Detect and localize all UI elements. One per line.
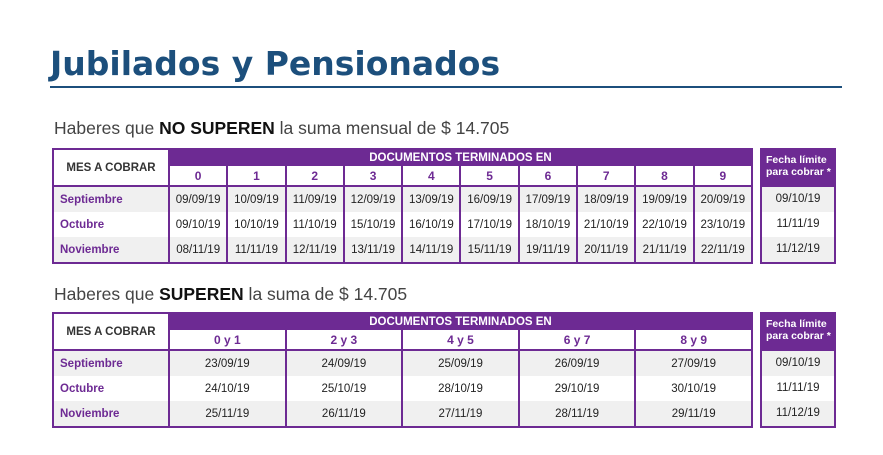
date-cell: 11/11/19 [227,237,285,263]
month-label: Octubre [53,376,169,401]
date-cell: 18/09/19 [577,186,635,212]
table-row [53,212,752,237]
table-row [53,401,752,427]
month-label: Octubre [53,212,169,237]
date-cell: 08/11/19 [169,237,227,263]
mes-a-cobrar-header: MES A COBRAR [53,313,169,350]
digit-header: 6 y 7 [519,330,636,350]
date-cell: 20/11/19 [577,237,635,263]
digit-header: 5 [460,166,518,186]
table-row [53,186,752,212]
date-cell: 29/10/19 [519,376,636,401]
date-cell: 29/11/19 [635,401,752,427]
limit-date-value: 11/12/19 [762,237,834,262]
mes-a-cobrar-header: MES A COBRAR [53,149,169,186]
date-cell: 24/10/19 [169,376,286,401]
limit-date-header: Fecha límite para cobrar * [762,314,834,351]
section2-subtitle-post: la suma de $ 14.705 [243,284,408,304]
section2-subtitle-bold: SUPEREN [159,284,244,304]
date-cell: 30/10/19 [635,376,752,401]
limit-date-box-superen [760,312,836,428]
date-cell: 25/11/19 [169,401,286,427]
date-cell: 20/09/19 [694,186,752,212]
title-underline [50,86,842,88]
date-cell: 15/11/19 [460,237,518,263]
date-cell: 13/09/19 [402,186,460,212]
date-cell: 28/11/19 [519,401,636,427]
date-cell: 10/09/19 [227,186,285,212]
documentos-header: DOCUMENTOS TERMINADOS EN [169,149,752,166]
digit-header: 6 [519,166,577,186]
date-cell: 27/09/19 [635,350,752,376]
date-cell: 22/10/19 [635,212,693,237]
limit-date-box-no-superen [760,148,836,264]
digit-header: 1 [227,166,285,186]
date-cell: 21/10/19 [577,212,635,237]
digit-header: 8 y 9 [635,330,752,350]
date-cell: 19/09/19 [635,186,693,212]
date-cell: 14/11/19 [402,237,460,263]
date-cell: 11/09/19 [286,186,344,212]
date-cell: 24/09/19 [286,350,403,376]
limit-date-value: 11/11/19 [776,382,820,394]
digit-header: 7 [577,166,635,186]
date-cell: 15/10/19 [344,212,402,237]
digit-header: 8 [635,166,693,186]
month-label: Noviembre [53,237,169,263]
date-cell: 17/10/19 [460,212,518,237]
section2-subtitle-pre: Haberes que [54,284,160,304]
date-cell: 22/11/19 [694,237,752,263]
section1-subtitle-pre: Haberes que [54,118,160,138]
date-cell: 16/10/19 [402,212,460,237]
date-cell: 26/11/19 [286,401,403,427]
date-cell: 17/09/19 [519,186,577,212]
digit-header: 2 y 3 [286,330,403,350]
digit-header: 4 y 5 [402,330,519,350]
section2-subtitle [54,284,407,305]
section1-subtitle [54,118,509,139]
digit-header: 0 [169,166,227,186]
section1-subtitle-post: la suma mensual de $ 14.705 [274,118,510,138]
section1-subtitle-bold: NO SUPEREN [159,118,275,138]
date-cell: 21/11/19 [635,237,693,263]
date-cell: 09/09/19 [169,186,227,212]
month-label: Noviembre [53,401,169,427]
date-cell: 12/09/19 [344,186,402,212]
limit-date-header: Fecha límite para cobrar * [762,150,834,187]
date-cell: 16/09/19 [460,186,518,212]
table-row [53,237,752,263]
digit-header: 0 y 1 [169,330,286,350]
date-cell: 25/09/19 [402,350,519,376]
schedule-table-no-superen [52,148,753,264]
date-cell: 28/10/19 [402,376,519,401]
date-cell: 26/09/19 [519,350,636,376]
limit-date-value: 11/11/19 [776,218,820,230]
month-label: Septiembre [53,186,169,212]
date-cell: 10/10/19 [227,212,285,237]
date-cell: 27/11/19 [402,401,519,427]
date-cell: 18/10/19 [519,212,577,237]
date-cell: 23/10/19 [694,212,752,237]
date-cell: 23/09/19 [169,350,286,376]
schedule-table-superen [52,312,753,428]
table-row [53,350,752,376]
date-cell: 12/11/19 [286,237,344,263]
digit-header: 4 [402,166,460,186]
table-row [53,376,752,401]
digit-header: 2 [286,166,344,186]
page-title: Jubilados y Pensionados [50,44,501,83]
date-cell: 13/11/19 [344,237,402,263]
month-label: Septiembre [53,350,169,376]
digit-header: 3 [344,166,402,186]
digit-header: 9 [694,166,752,186]
limit-date-value: 09/10/19 [762,187,834,212]
date-cell: 11/10/19 [286,212,344,237]
date-cell: 09/10/19 [169,212,227,237]
documentos-header: DOCUMENTOS TERMINADOS EN [169,313,752,330]
date-cell: 25/10/19 [286,376,403,401]
limit-date-value: 11/12/19 [762,401,834,426]
limit-date-value: 09/10/19 [762,351,834,376]
date-cell: 19/11/19 [519,237,577,263]
